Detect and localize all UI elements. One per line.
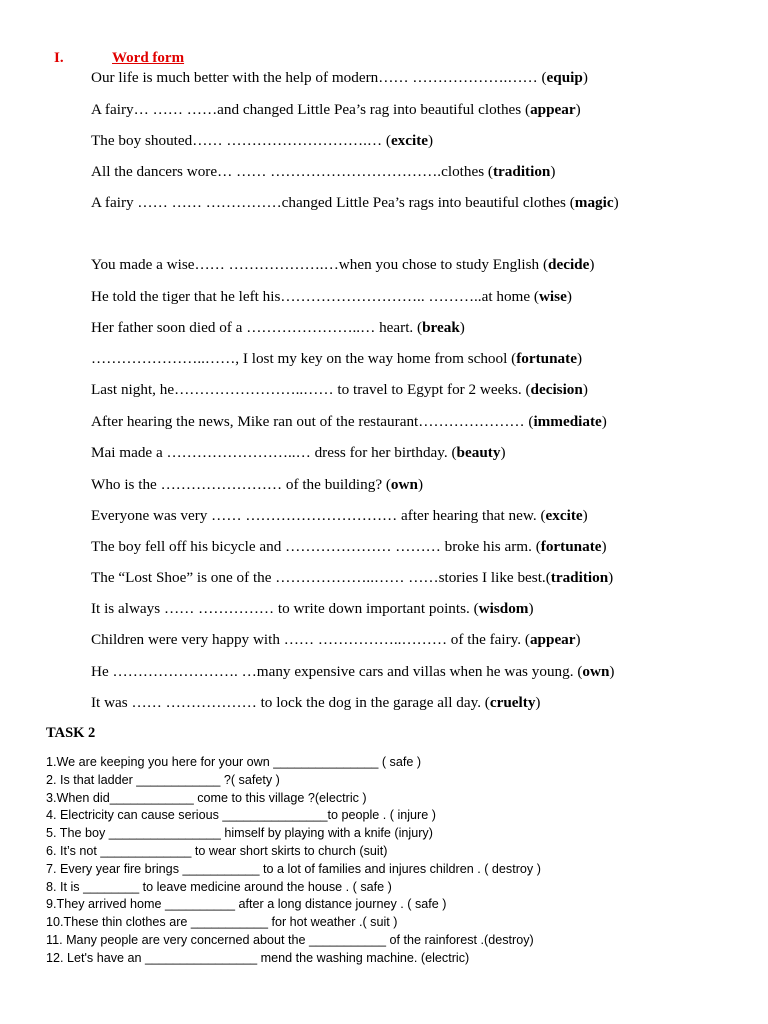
question-keyword: decide xyxy=(548,256,590,273)
question-text xyxy=(91,254,594,276)
question-keyword: own xyxy=(582,663,610,680)
question-close: ) xyxy=(428,132,434,149)
question-keyword: decision xyxy=(530,381,583,398)
question-text xyxy=(91,692,540,714)
question-close: ) xyxy=(550,163,556,180)
question-close: ) xyxy=(582,381,588,398)
question-text xyxy=(91,99,581,121)
question-sentence: It was …… ……………… to lock the dog in the garage all day. ( xyxy=(91,694,490,711)
task2-item: 3.When did____________ come to this village ?(electric ) xyxy=(46,790,367,805)
task2-item: 10.These thin clothes are ___________ for hot weather .( suit ) xyxy=(46,915,398,930)
question-sentence: Who is the …………………… of the building? ( xyxy=(91,476,391,493)
question-sentence: It is always …… …………… to write down important points. ( xyxy=(91,600,479,617)
task2-item: 2. Is that ladder ____________ ?( safety ) xyxy=(46,772,280,787)
question-sentence: The boy shouted…… ……………………….… ( xyxy=(91,132,391,149)
question-text xyxy=(91,661,614,683)
question-keyword: excite xyxy=(390,132,429,149)
task2-title: TASK 2 xyxy=(46,725,96,741)
question-keyword: own xyxy=(390,476,418,493)
question-close: ) xyxy=(566,288,572,305)
question-sentence: …………………..……, I lost my key on the way home from school ( xyxy=(91,350,517,367)
task2-item: 12. Let's have an ________________ mend the washing machine. (electric) xyxy=(46,950,470,965)
question-text xyxy=(91,411,607,433)
question-text xyxy=(91,67,588,89)
question-sentence: Last night, he……………………..…… to travel to Egypt for 2 weeks. ( xyxy=(91,381,531,398)
question-close: ) xyxy=(417,476,423,493)
question-text xyxy=(91,567,613,589)
question-keyword: fortunate xyxy=(516,350,577,367)
question-keyword: immediate xyxy=(533,413,602,430)
question-keyword: equip xyxy=(546,69,583,86)
question-close: ) xyxy=(589,256,595,273)
task2-item: 8. It is ________ to leave medicine around the house . ( safe ) xyxy=(46,879,392,894)
question-text xyxy=(91,505,588,527)
question-text xyxy=(91,286,572,308)
question-sentence: The boy fell off his bicycle and ………………… ……… broke his arm. ( xyxy=(91,538,541,555)
question-close: ) xyxy=(608,569,614,586)
question-sentence: The “Lost Shoe” is one of the ………………..…… ……stories I like best.( xyxy=(91,569,551,586)
question-text xyxy=(91,192,619,214)
question-text xyxy=(91,348,582,370)
question-sentence: Her father soon died of a …………………..… heart. ( xyxy=(91,319,423,336)
question-close: ) xyxy=(459,319,465,336)
task2-item: 7. Every year fire brings ___________ to a lot of families and injures children . ( destroy ) xyxy=(46,861,541,876)
question-sentence: A fairy… …… ……and changed Little Pea’s rag into beautiful clothes ( xyxy=(91,101,531,118)
question-keyword: magic xyxy=(574,194,614,211)
section-number: I. xyxy=(54,49,64,66)
question-sentence: Our life is much better with the help of modern…… ……………….…… ( xyxy=(91,69,547,86)
question-sentence: A fairy …… …… ……………changed Little Pea’s rags into beautiful clothes ( xyxy=(91,194,575,211)
question-sentence: You made a wise…… ……………….…when you chose to study English ( xyxy=(91,256,549,273)
question-keyword: excite xyxy=(545,507,583,524)
question-sentence: After hearing the news, Mike ran out of the restaurant………………… ( xyxy=(91,413,534,430)
question-keyword: tradition xyxy=(550,569,609,586)
question-keyword: break xyxy=(422,319,460,336)
question-keyword: tradition xyxy=(492,163,551,180)
question-close: ) xyxy=(613,194,619,211)
question-text xyxy=(91,317,465,339)
task2-item: 4. Electricity can cause serious _______________to people . ( injure ) xyxy=(46,808,436,823)
section-title: Word form xyxy=(112,49,185,66)
question-keyword: cruelty xyxy=(489,694,536,711)
question-text xyxy=(91,442,506,464)
question-text xyxy=(91,161,555,183)
question-text xyxy=(91,130,433,152)
question-sentence: He told the tiger that he left his……………………….. ………..at home ( xyxy=(91,288,539,305)
question-close: ) xyxy=(582,507,588,524)
question-sentence: Mai made a ……………………..… dress for her birthday. ( xyxy=(91,444,457,461)
task2-item: 1.We are keeping you here for your own _______________ ( safe ) xyxy=(46,755,422,769)
question-keyword: fortunate xyxy=(540,538,602,555)
question-close: ) xyxy=(535,694,541,711)
question-sentence: Everyone was very …… ………………………… after hearing that new. ( xyxy=(91,507,546,524)
question-close: ) xyxy=(528,600,534,617)
question-keyword: wisdom xyxy=(478,600,529,617)
question-sentence: Children were very happy with …… ……………..……… of the fairy. ( xyxy=(91,631,530,648)
question-close: ) xyxy=(582,69,588,86)
question-keyword: wise xyxy=(538,288,567,305)
question-text xyxy=(91,536,607,558)
question-sentence: All the dancers wore… …… …………………………….clothes ( xyxy=(91,163,493,180)
question-text xyxy=(91,598,534,620)
task2-item: 9.They arrived home __________ after a long distance journey . ( safe ) xyxy=(46,897,447,912)
question-close: ) xyxy=(601,538,607,555)
question-sentence: He ……………………. …many expensive cars and villas when he was young. ( xyxy=(91,663,583,680)
question-text xyxy=(91,474,423,496)
question-close: ) xyxy=(575,631,581,648)
task2-item: 11. Many people are very concerned about the ___________ of the rainforest .(destroy) xyxy=(46,933,534,947)
question-close: ) xyxy=(576,350,583,367)
question-keyword: appear xyxy=(530,101,576,118)
task2-item: 6. It’s not _____________ to wear short skirts to church (suit) xyxy=(46,844,388,858)
question-text xyxy=(91,379,588,401)
question-close: ) xyxy=(575,101,581,118)
question-keyword: appear xyxy=(529,631,576,648)
question-text xyxy=(91,629,581,651)
question-close: ) xyxy=(601,413,607,430)
question-close: ) xyxy=(500,444,506,461)
task2-item: 5. The boy ________________ himself by playing with a knife (injury) xyxy=(46,826,433,841)
question-keyword: beauty xyxy=(456,444,501,461)
question-close: ) xyxy=(609,663,615,680)
